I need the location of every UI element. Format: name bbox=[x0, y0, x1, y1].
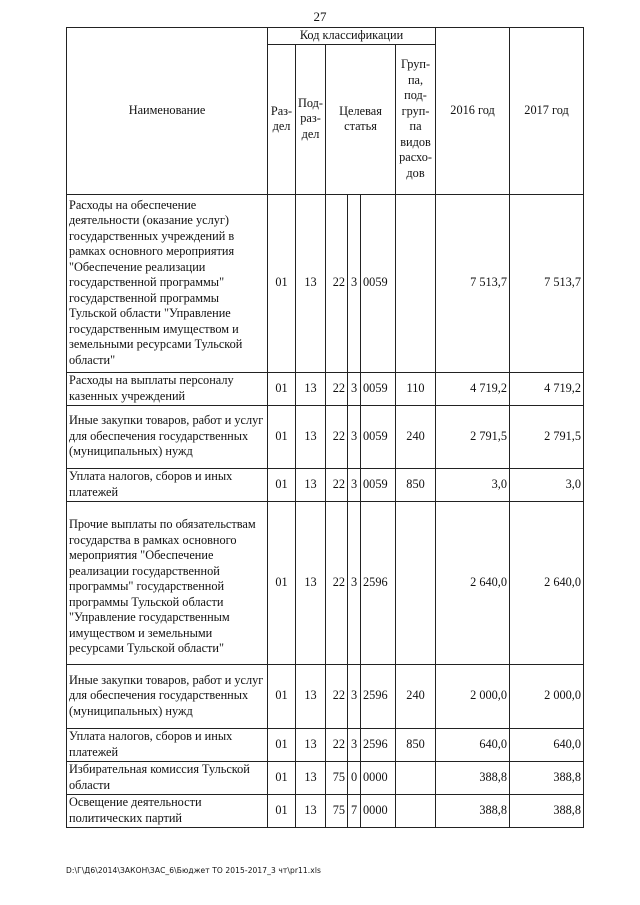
row-section: 01 bbox=[268, 728, 296, 761]
row-expense-type: 850 bbox=[396, 468, 436, 501]
header-year-2017: 2017 год bbox=[510, 28, 584, 195]
row-amount-2017: 388,8 bbox=[510, 794, 584, 827]
row-name: Иные закупки товаров, работ и услуг для обеспечения государственных (муниципальных) нужд bbox=[67, 405, 268, 468]
row-article-program: 22 bbox=[326, 501, 348, 664]
row-amount-2017: 3,0 bbox=[510, 468, 584, 501]
row-subsection: 13 bbox=[296, 405, 326, 468]
row-section: 01 bbox=[268, 194, 296, 372]
row-article-direction: 2596 bbox=[361, 728, 396, 761]
row-article-program: 22 bbox=[326, 372, 348, 405]
row-article-direction: 2596 bbox=[361, 501, 396, 664]
row-article-direction: 2596 bbox=[361, 664, 396, 728]
row-section: 01 bbox=[268, 405, 296, 468]
budget-table bbox=[66, 27, 584, 828]
row-article-subprogram: 3 bbox=[348, 372, 361, 405]
row-expense-type: 850 bbox=[396, 728, 436, 761]
row-article-direction: 0059 bbox=[361, 405, 396, 468]
row-article-subprogram: 3 bbox=[348, 501, 361, 664]
row-amount-2016: 3,0 bbox=[436, 468, 510, 501]
row-article-subprogram: 3 bbox=[348, 405, 361, 468]
header-year-2016: 2016 год bbox=[436, 28, 510, 195]
row-expense-type bbox=[396, 794, 436, 827]
table-row bbox=[67, 761, 584, 794]
row-expense-type bbox=[396, 194, 436, 372]
row-name: Избирательная комиссия Тульской области bbox=[67, 761, 268, 794]
row-article-program: 75 bbox=[326, 794, 348, 827]
row-subsection: 13 bbox=[296, 761, 326, 794]
row-article-direction: 0000 bbox=[361, 794, 396, 827]
row-subsection: 13 bbox=[296, 664, 326, 728]
table-row bbox=[67, 794, 584, 827]
table-row bbox=[67, 468, 584, 501]
row-article-subprogram: 3 bbox=[348, 194, 361, 372]
row-section: 01 bbox=[268, 664, 296, 728]
row-expense-type: 240 bbox=[396, 405, 436, 468]
row-amount-2016: 7 513,7 bbox=[436, 194, 510, 372]
row-article-subprogram: 7 bbox=[348, 794, 361, 827]
row-name: Иные закупки товаров, работ и услуг для обеспечения государственных (муниципальных) нужд bbox=[67, 664, 268, 728]
row-article-program: 22 bbox=[326, 664, 348, 728]
row-amount-2017: 388,8 bbox=[510, 761, 584, 794]
row-name: Освещение деятельности политических партий bbox=[67, 794, 268, 827]
header-subsection: Под- раз- дел bbox=[296, 44, 326, 194]
row-amount-2017: 2 640,0 bbox=[510, 501, 584, 664]
header-classification-code: Код классификации bbox=[268, 28, 436, 45]
row-article-program: 22 bbox=[326, 194, 348, 372]
row-subsection: 13 bbox=[296, 501, 326, 664]
row-name: Расходы на обеспечение деятельности (оказание услуг) государственных учреждений в рамках основного мероприятия "Обеспечение реализации государственной программы" государственной программы Тульской области "Управление государственным имуществом и земельными ресурсами Тульской области" bbox=[67, 194, 268, 372]
table-row bbox=[67, 372, 584, 405]
row-name: Расходы на выплаты персоналу казенных учреждений bbox=[67, 372, 268, 405]
row-article-subprogram: 3 bbox=[348, 468, 361, 501]
row-name: Уплата налогов, сборов и иных платежей bbox=[67, 728, 268, 761]
row-article-direction: 0059 bbox=[361, 372, 396, 405]
row-amount-2017: 7 513,7 bbox=[510, 194, 584, 372]
row-section: 01 bbox=[268, 501, 296, 664]
page-number: 27 bbox=[313, 9, 327, 24]
row-article-program: 22 bbox=[326, 405, 348, 468]
table-row bbox=[67, 664, 584, 728]
row-subsection: 13 bbox=[296, 728, 326, 761]
header-section: Раз- дел bbox=[268, 44, 296, 194]
row-amount-2016: 388,8 bbox=[436, 761, 510, 794]
row-article-direction: 0059 bbox=[361, 194, 396, 372]
row-section: 01 bbox=[268, 794, 296, 827]
row-article-program: 75 bbox=[326, 761, 348, 794]
row-amount-2016: 388,8 bbox=[436, 794, 510, 827]
table-row bbox=[67, 728, 584, 761]
table-row bbox=[67, 194, 584, 372]
row-article-subprogram: 3 bbox=[348, 728, 361, 761]
row-amount-2017: 2 000,0 bbox=[510, 664, 584, 728]
footer-file-path: D:\Г\Д6\2014\ЗАКОН\ЗАС_6\Бюджет ТО 2015-2017_3 чт\pr11.xls bbox=[66, 866, 322, 875]
row-amount-2017: 2 791,5 bbox=[510, 405, 584, 468]
row-expense-type bbox=[396, 501, 436, 664]
table-row bbox=[67, 501, 584, 664]
row-article-program: 22 bbox=[326, 728, 348, 761]
row-amount-2016: 2 791,5 bbox=[436, 405, 510, 468]
row-name: Уплата налогов, сборов и иных платежей bbox=[67, 468, 268, 501]
row-subsection: 13 bbox=[296, 794, 326, 827]
row-subsection: 13 bbox=[296, 372, 326, 405]
row-amount-2017: 4 719,2 bbox=[510, 372, 584, 405]
row-subsection: 13 bbox=[296, 468, 326, 501]
row-article-subprogram: 3 bbox=[348, 664, 361, 728]
row-section: 01 bbox=[268, 468, 296, 501]
row-subsection: 13 bbox=[296, 194, 326, 372]
header-name: Наименование bbox=[67, 28, 268, 195]
row-expense-type: 110 bbox=[396, 372, 436, 405]
row-name: Прочие выплаты по обязательствам государства в рамках основного мероприятия "Обеспечение реализации государственной программы" государственной программы Тульской области "Управление государственным имуществом и земельными ресурсами Тульской области" bbox=[67, 501, 268, 664]
row-article-direction: 0000 bbox=[361, 761, 396, 794]
row-expense-type bbox=[396, 761, 436, 794]
row-article-direction: 0059 bbox=[361, 468, 396, 501]
row-section: 01 bbox=[268, 372, 296, 405]
row-amount-2016: 4 719,2 bbox=[436, 372, 510, 405]
row-section: 01 bbox=[268, 761, 296, 794]
header-expense-group: Груп- па, под- груп- па видов расхо- дов bbox=[396, 44, 436, 194]
row-amount-2016: 640,0 bbox=[436, 728, 510, 761]
header-target-article: Целевая статья bbox=[326, 44, 396, 194]
row-amount-2016: 2 640,0 bbox=[436, 501, 510, 664]
table-row bbox=[67, 405, 584, 468]
row-amount-2016: 2 000,0 bbox=[436, 664, 510, 728]
row-amount-2017: 640,0 bbox=[510, 728, 584, 761]
row-expense-type: 240 bbox=[396, 664, 436, 728]
row-article-program: 22 bbox=[326, 468, 348, 501]
row-article-subprogram: 0 bbox=[348, 761, 361, 794]
